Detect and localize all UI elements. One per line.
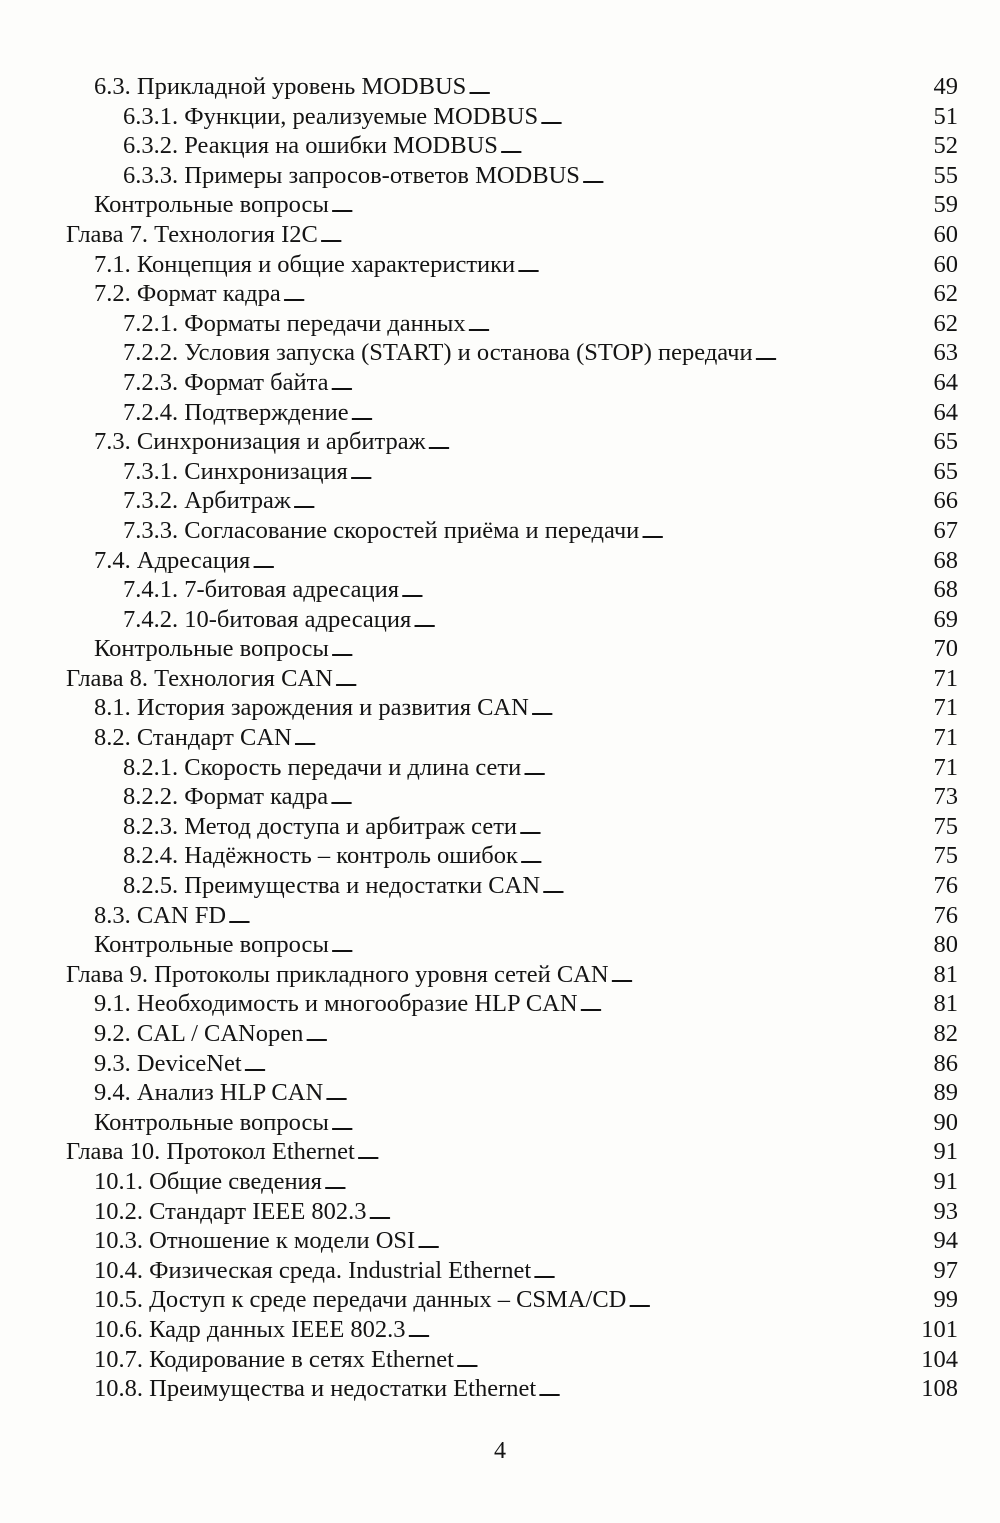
toc-entry — [94, 250, 958, 280]
toc-entry-title: 7.2.1. Форматы передачи данных — [123, 309, 466, 337]
toc-entry-title: 7.2.2. Условия запуска (START) и останова (STOP) передачи — [123, 339, 753, 367]
toc-dot-leader — [252, 548, 930, 578]
toc-entry-page: 86 — [933, 1049, 958, 1077]
toc-entry-title: 10.5. Доступ к среде передачи данных – CSMA/CD — [94, 1286, 627, 1314]
toc-entry-title: 7.3.3. Согласование скоростей приёма и передачи — [123, 516, 640, 544]
toc-entry-page: 65 — [933, 457, 958, 485]
toc-entry — [123, 457, 958, 487]
toc-entry-page: 67 — [933, 516, 958, 544]
toc-entry — [94, 190, 958, 220]
toc-entry-title: 8.2.2. Формат кадра — [123, 783, 329, 811]
toc-dot-leader — [283, 281, 930, 311]
toc-entry — [123, 605, 958, 635]
toc-entry-page: 75 — [933, 812, 958, 840]
toc-dot-leader — [538, 1376, 919, 1406]
toc-entry-page: 97 — [933, 1256, 958, 1284]
toc-dot-leader — [350, 459, 930, 489]
toc-dot-leader — [320, 222, 930, 252]
toc-entry — [94, 1197, 958, 1227]
toc-entry-title: Глава 8. Технология CAN — [66, 664, 333, 692]
toc-entry — [94, 427, 958, 457]
toc-entry — [94, 723, 958, 753]
toc-entry-page: 73 — [933, 783, 958, 811]
toc-entry-title: 8.2.4. Надёжность – контроль ошибок — [123, 842, 518, 870]
toc-entry — [94, 546, 958, 576]
toc-entry-page: 60 — [933, 220, 958, 248]
toc-entry-title: 9.3. DeviceNet — [94, 1049, 242, 1077]
toc-entry-title: 9.2. CAL / CANopen — [94, 1020, 304, 1047]
toc-entry-title: 7.4.2. 10-битовая адресация — [123, 605, 412, 633]
toc-entry-page: 71 — [933, 753, 958, 781]
toc-dot-leader — [324, 1169, 930, 1199]
toc-dot-leader — [351, 400, 930, 430]
toc-entry — [123, 812, 958, 842]
toc-entry-title: 7.3. Синхронизация и арбитраж — [94, 428, 426, 456]
toc-entry-title: 8.2.5. Преимущества и недостатки CAN — [123, 872, 541, 900]
toc-entry-page: 99 — [933, 1286, 958, 1314]
toc-entry — [66, 1137, 958, 1167]
toc-dot-leader — [401, 577, 930, 607]
toc-entry — [94, 1345, 958, 1375]
toc-entry-title: 7.2.4. Подтверждение — [123, 398, 349, 426]
toc-entry-page: 64 — [933, 368, 958, 396]
toc-dot-leader — [628, 1287, 930, 1317]
toc-entry-page: 66 — [933, 487, 958, 515]
toc-entry-title: 6.3.1. Функции, реализуемые MODBUS — [123, 102, 539, 130]
toc-entry-title: 7.3.2. Арбитраж — [123, 487, 291, 515]
toc-entry-page: 69 — [933, 605, 958, 633]
toc-dot-leader — [500, 133, 930, 163]
toc-entry-title: 7.4.1. 7-битовая адресация — [123, 576, 399, 604]
toc-entry — [94, 1108, 958, 1138]
toc-dot-leader — [369, 1199, 930, 1229]
toc-dot-leader — [330, 784, 930, 814]
toc-dot-leader — [468, 311, 930, 341]
toc-entry — [94, 1019, 958, 1049]
toc-entry — [94, 901, 958, 931]
toc-entry-title: 9.4. Анализ HLP CAN — [94, 1079, 324, 1107]
toc-entry — [94, 634, 958, 664]
toc-entry-page: 68 — [933, 546, 958, 574]
toc-entry-page: 68 — [933, 576, 958, 604]
toc-entry-page: 62 — [933, 309, 958, 337]
toc-entry — [123, 368, 958, 398]
toc-dot-leader — [417, 1228, 930, 1258]
toc-dot-leader — [542, 873, 930, 903]
toc-entry-title: 6.3.3. Примеры запросов-ответов MODBUS — [123, 161, 580, 189]
toc-dot-leader — [357, 1139, 930, 1169]
toc-dot-leader — [244, 1051, 930, 1081]
toc-entry-title: 7.3.1. Синхронизация — [123, 457, 348, 485]
toc-entry — [123, 753, 958, 783]
toc-entry-page: 81 — [933, 960, 958, 988]
toc-entry — [123, 841, 958, 871]
toc-entry-title: 10.4. Физическая среда. Industrial Ethernet — [94, 1256, 532, 1284]
toc-entry-title: 8.2.1. Скорость передачи и длина сети — [123, 753, 522, 781]
toc-dot-leader — [228, 903, 930, 933]
toc-entry-title: 10.3. Отношение к модели OSI — [94, 1227, 416, 1255]
toc-entry-page: 71 — [933, 694, 958, 722]
toc-entry-title: Глава 9. Протоколы прикладного уровня сетей CAN — [66, 960, 609, 988]
toc-entry-page: 59 — [933, 191, 958, 219]
toc-entry-title: 10.8. Преимущества и недостатки Ethernet — [94, 1375, 537, 1403]
toc-entry-title: 7.4. Адресация — [94, 546, 251, 574]
toc-dot-leader — [413, 607, 930, 637]
toc-entry-page: 76 — [933, 901, 958, 929]
toc-entry-title: Контрольные вопросы — [94, 191, 329, 219]
toc-entry-title: 7.2. Формат кадра — [94, 280, 281, 308]
toc-entry-title: 10.1. Общие сведения — [94, 1167, 322, 1195]
toc-entry-page: 64 — [933, 398, 958, 426]
toc-dot-leader — [428, 429, 930, 459]
toc-entry — [66, 220, 958, 250]
toc-entry-title: 6.3. Прикладной уровень MODBUS — [94, 73, 467, 100]
toc-dot-leader — [456, 1347, 919, 1377]
toc-entry-page: 55 — [933, 161, 958, 189]
toc-entry-page: 93 — [933, 1197, 958, 1225]
toc-dot-leader — [520, 843, 930, 873]
toc-entry — [94, 72, 958, 102]
toc-entry — [94, 989, 958, 1019]
toc-entry-page: 90 — [933, 1108, 958, 1136]
toc-entry — [66, 664, 958, 694]
toc-entry — [123, 516, 958, 546]
toc-entry — [123, 782, 958, 812]
toc-dot-leader — [533, 1258, 930, 1288]
toc-entry-title: Глава 7. Технология I2C — [66, 220, 318, 248]
toc-entry-title: 7.2.3. Формат байта — [123, 368, 329, 396]
toc-entry — [123, 575, 958, 605]
toc-dot-leader — [331, 636, 930, 666]
toc-dot-leader — [611, 962, 930, 992]
toc-entry-title: 10.6. Кадр данных IEEE 802.3 — [94, 1315, 406, 1343]
toc-entry-page: 76 — [933, 872, 958, 900]
toc-entry — [123, 398, 958, 428]
toc-entry-page: 89 — [933, 1079, 958, 1107]
toc-entry — [94, 930, 958, 960]
toc-entry-page: 91 — [933, 1167, 958, 1195]
toc-entry-title: 6.3.2. Реакция на ошибки MODBUS — [123, 132, 498, 160]
toc-dot-leader — [641, 518, 930, 548]
toc-entry-title: Контрольные вопросы — [94, 635, 329, 663]
toc-dot-leader — [580, 991, 930, 1021]
toc-entry — [66, 960, 958, 990]
toc-dot-leader — [335, 666, 930, 696]
toc-entry-title: Контрольные вопросы — [94, 1108, 329, 1136]
toc-entry — [123, 102, 958, 132]
toc-entry-title: 9.1. Необходимость и многообразие HLP CAN — [94, 990, 578, 1018]
toc-entry-page: 60 — [933, 250, 958, 278]
toc-entry-page: 51 — [933, 102, 958, 130]
toc-entry — [123, 338, 958, 368]
toc-entry-page: 52 — [933, 132, 958, 160]
toc-entry-page: 63 — [933, 339, 958, 367]
toc-entry-page: 81 — [933, 990, 958, 1018]
toc-entry — [94, 279, 958, 309]
toc-entry-page: 104 — [921, 1345, 958, 1373]
toc-entry — [123, 309, 958, 339]
toc-entry-title: 8.1. История зарождения и развития CAN — [94, 694, 529, 722]
toc-dot-leader — [331, 192, 930, 222]
toc-dot-leader — [331, 932, 930, 962]
toc-entry-page: 108 — [921, 1375, 958, 1403]
toc-entry-page: 65 — [933, 428, 958, 456]
toc-entry-page: 71 — [933, 724, 958, 752]
toc-entry-title: 8.2.3. Метод доступа и арбитраж сети — [123, 812, 518, 840]
toc-dot-leader — [582, 163, 930, 193]
toc-entry — [94, 1315, 958, 1345]
toc-entry — [123, 871, 958, 901]
toc-entry-page: 94 — [933, 1227, 958, 1255]
toc-entry — [123, 161, 958, 191]
toc-dot-leader — [325, 1080, 930, 1110]
toc-entry — [94, 1226, 958, 1256]
toc-entry-page: 80 — [933, 931, 958, 959]
toc-entry-page: 82 — [933, 1020, 958, 1047]
toc-entry — [94, 693, 958, 723]
toc-dot-leader — [519, 814, 930, 844]
toc-entry-page: 62 — [933, 280, 958, 308]
toc-entry — [123, 486, 958, 516]
toc-dot-leader — [523, 755, 930, 785]
toc-entry-page: 71 — [933, 664, 958, 692]
toc-dot-leader — [331, 1110, 930, 1140]
toc-entry-title: 8.2. Стандарт CAN — [94, 724, 292, 752]
toc-entry-title: 10.7. Кодирование в сетях Ethernet — [94, 1345, 454, 1373]
toc-dot-leader — [305, 1021, 930, 1051]
toc-entry-page: 101 — [921, 1315, 958, 1343]
table-of-contents — [0, 72, 1000, 1404]
toc-entry-page: 49 — [933, 73, 958, 100]
toc-dot-leader — [294, 725, 930, 755]
toc-dot-leader — [293, 488, 930, 518]
toc-entry — [94, 1167, 958, 1197]
toc-dot-leader — [330, 370, 930, 400]
toc-dot-leader — [408, 1317, 920, 1347]
toc-entry — [94, 1374, 958, 1404]
toc-entry — [94, 1078, 958, 1108]
toc-entry-title: Контрольные вопросы — [94, 931, 329, 959]
toc-dot-leader — [517, 252, 930, 282]
toc-entry — [94, 1256, 958, 1286]
toc-entry-page: 70 — [933, 635, 958, 663]
toc-entry — [94, 1285, 958, 1315]
toc-entry — [123, 131, 958, 161]
toc-entry-title: 10.2. Стандарт IEEE 802.3 — [94, 1197, 367, 1225]
toc-dot-leader — [540, 104, 930, 134]
page-number: 4 — [494, 1438, 506, 1464]
toc-entry-page: 91 — [933, 1138, 958, 1166]
toc-entry-title: Глава 10. Протокол Ethernet — [66, 1138, 355, 1166]
toc-entry — [94, 1049, 958, 1079]
toc-dot-leader — [468, 74, 930, 104]
toc-entry-page: 75 — [933, 842, 958, 870]
toc-entry-title: 7.1. Концепция и общие характеристики — [94, 250, 516, 278]
toc-entry-title: 8.3. CAN FD — [94, 901, 227, 929]
toc-dot-leader — [531, 695, 930, 725]
toc-dot-leader — [755, 340, 930, 370]
